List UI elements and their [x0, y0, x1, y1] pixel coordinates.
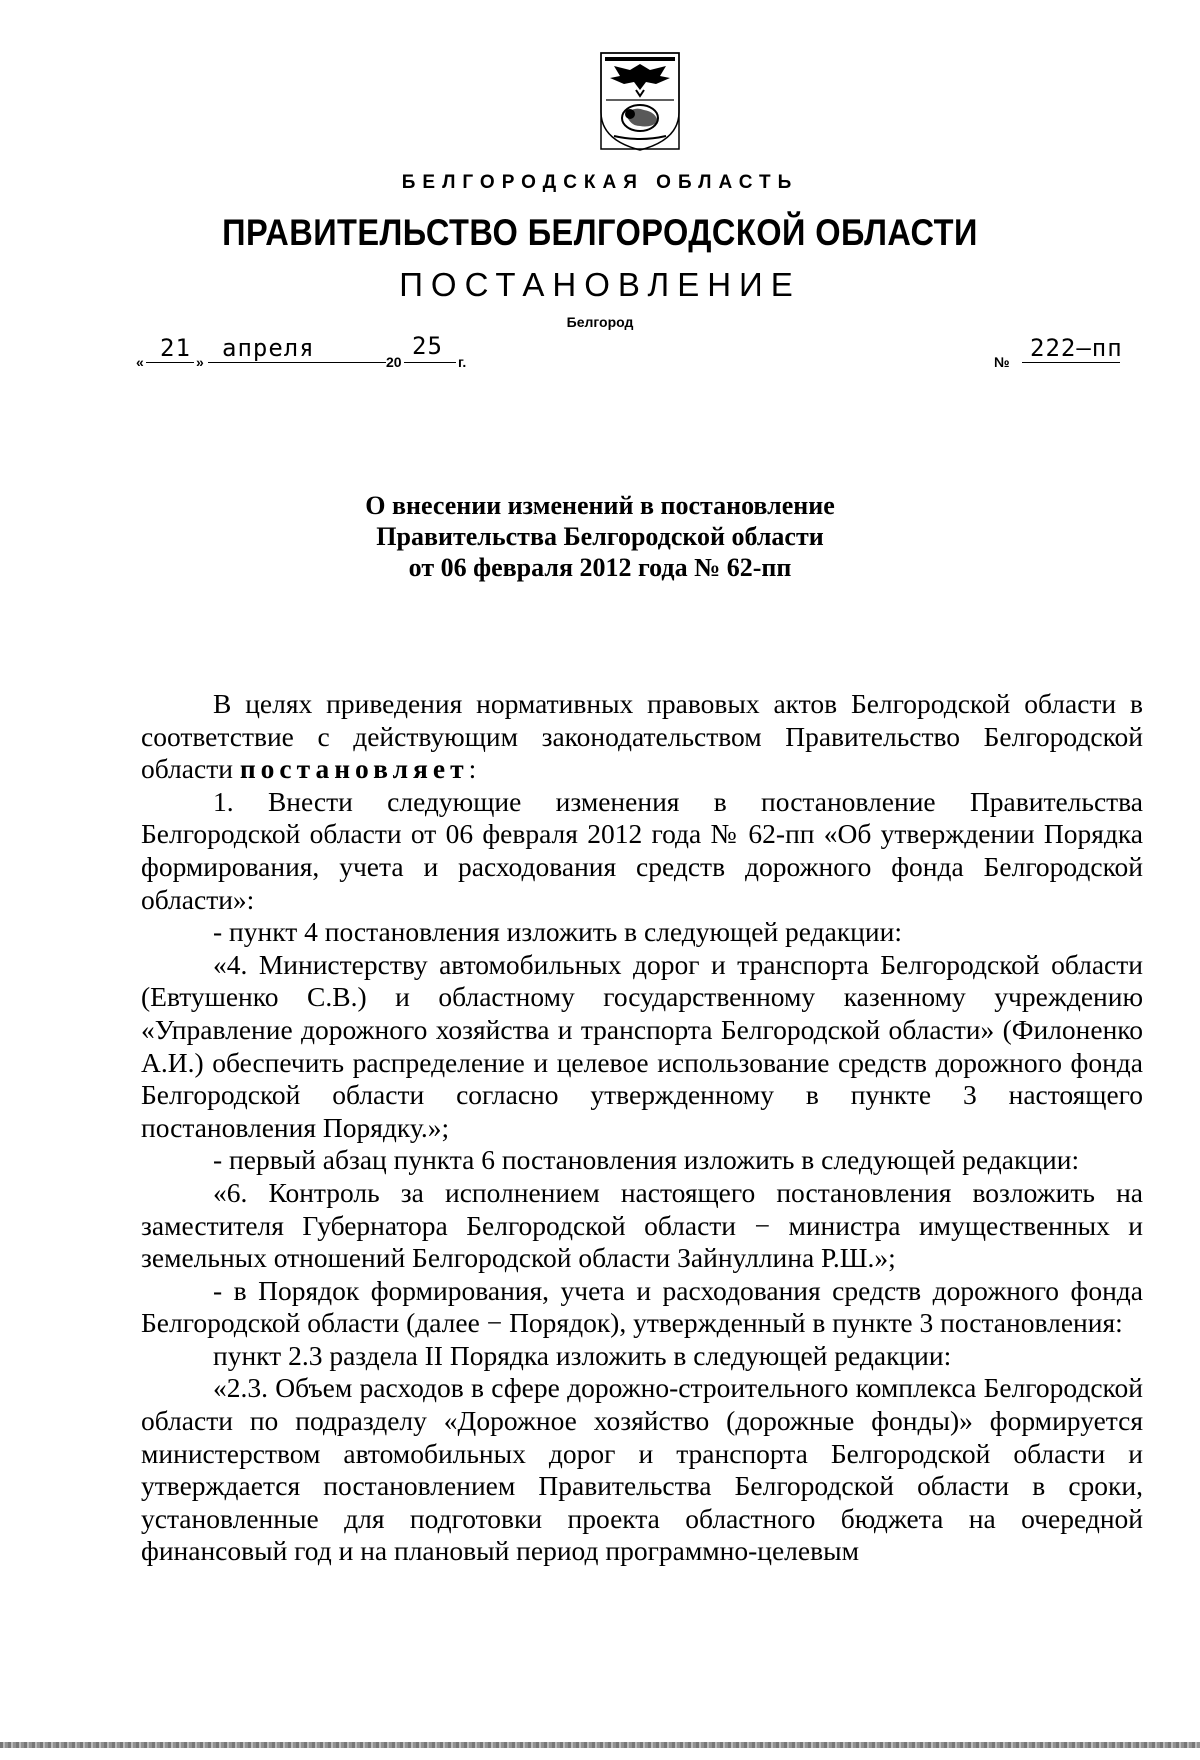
decree-keyword: постановляет: [239, 753, 469, 785]
government-name: ПРАВИТЕЛЬСТВО БЕЛГОРОДСКОЙ ОБЛАСТИ: [222, 212, 978, 253]
title-line-2: Правительства Белгородской области: [376, 522, 824, 551]
year-underline: [404, 362, 456, 363]
paragraph-procedure-intro: - в Порядок формирования, учета и расходования средств дорожного фонда Белгородской области (далее − Порядок), утвержденный в пункте 3 постановления:: [141, 1274, 1143, 1339]
paragraph-point-2-3-intro: пункт 2.3 раздела II Порядка изложить в следующей редакции:: [213, 1339, 952, 1371]
day-underline: [146, 362, 194, 363]
document-type: ПОСТАНОВЛЕНИЕ: [399, 266, 801, 303]
title-line-3: от 06 февраля 2012 года № 62-пп: [408, 553, 792, 582]
number-underline: [1022, 362, 1120, 363]
coat-of-arms-emblem: [600, 52, 680, 152]
date-day: 21: [160, 334, 191, 362]
paragraph-point-2-3-text: «2.3. Объем расходов в сфере дорожно-строительного комплекса Белгородской области по подразделу «Дорожное хозяйство (дорожные фонды)» формируется министерством автомобильных дорог и транспорта Белгородской области и утверждается постановлением Правительства Белгородской области в сроки, установленные для подготовки проекта областного бюджета на очередной финансовый год и на плановый период программно-целевым: [141, 1372, 1143, 1567]
document-body: [141, 688, 1143, 1568]
document-number: 222–пп: [1030, 334, 1123, 362]
paragraph-point-4-text: «4. Министерству автомобильных дорог и транспорта Белгородской области (Евтушенко С.В.) и областному государственному казенному учреждению «Управление дорожного хозяйства и транспорта Белгородской области» (Филоненко А.И.) обеспечить распределение и целевое использование средств дорожного фонда Белгородской области согласно утвержденному в пункте 3 настоящего постановления Порядку.»;: [141, 948, 1143, 1143]
date-year-suffix: 25: [412, 332, 443, 360]
title-line-1: О внесении изменений в постановление: [365, 491, 835, 520]
date-close-quote: »: [196, 354, 204, 370]
number-sign: №: [994, 354, 1010, 370]
city-name: Белгород: [566, 314, 634, 330]
paragraph-preamble: В целях приведения нормативных правовых актов Белгородской области в соответствие с действующим законодательством Правительство Белгородской области постановляет:: [141, 688, 1143, 785]
paragraph-point-6-intro: - первый абзац пункта 6 постановления изложить в следующей редакции:: [213, 1144, 1080, 1176]
date-number-line: [0, 332, 1200, 376]
paragraph-item-1: 1. Внести следующие изменения в постановление Правительства Белгородской области от 06 февраля 2012 года № 62-пп «Об утверждении Порядка формирования, учета и расходования средств дорожного фонда Белгородской области»:: [141, 785, 1143, 915]
month-underline: [208, 362, 386, 363]
paragraph-point-6-text: «6. Контроль за исполнением настоящего постановления возложить на заместителя Губернатора Белгородской области − министра имущественных и земельных отношений Белгородской области Зайнуллина Р.Ш.»;: [141, 1176, 1143, 1274]
date-open-quote: «: [136, 354, 144, 370]
paragraph-point-4-intro: - пункт 4 постановления изложить в следующей редакции:: [213, 916, 902, 948]
date-year-prefix: 20: [386, 354, 402, 370]
region-name: БЕЛГОРОДСКАЯ ОБЛАСТЬ: [401, 172, 799, 193]
date-year-abbr: г.: [458, 354, 467, 370]
document-title: [0, 490, 1200, 583]
date-month: апреля: [222, 334, 315, 362]
scan-bottom-edge: [0, 1742, 1200, 1748]
